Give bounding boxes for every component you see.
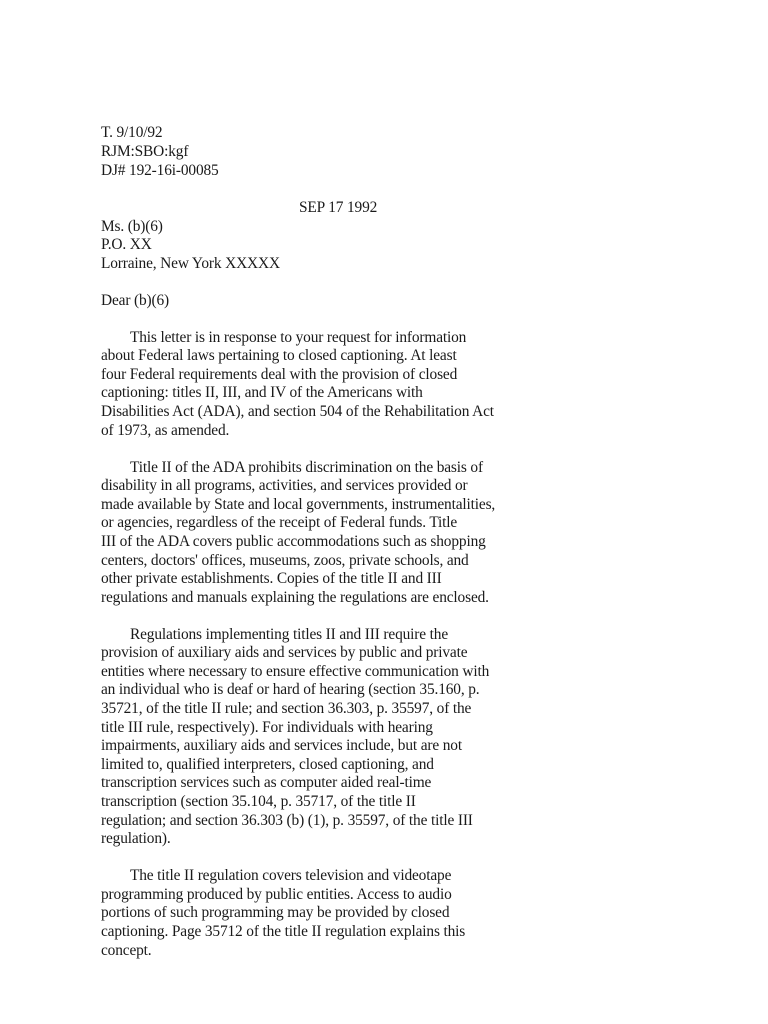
letter-date: SEP 17 1992 — [299, 199, 378, 216]
paragraph-3-line: transcription (section 35.104, p. 35717, of the title II — [101, 793, 416, 810]
file-number-line: DJ# 192-16i-00085 — [101, 162, 219, 179]
paragraph-2-line: III of the ADA covers public accommodations such as shopping — [101, 533, 486, 550]
initials-line: RJM:SBO:kgf — [101, 143, 189, 160]
paragraph-3-line: Regulations implementing titles II and III require the — [130, 626, 449, 643]
paragraph-2-line: Title II of the ADA prohibits discrimination on the basis of — [130, 459, 483, 476]
paragraph-3-line: an individual who is deaf or hard of hearing (section 35.160, p. — [101, 681, 480, 698]
paragraph-2-line: disability in all programs, activities, and services provided or — [101, 477, 468, 494]
paragraph-3-line: impairments, auxiliary aids and services include, but are not — [101, 737, 462, 754]
paragraph-2-line: regulations and manuals explaining the regulations are enclosed. — [101, 589, 489, 606]
paragraph-3-line: regulation; and section 36.303 (b) (1), p. 35597, of the title III — [101, 812, 473, 829]
paragraph-3-line: 35721, of the title II rule; and section 36.303, p. 35597, of the — [101, 700, 472, 717]
typist-line: T. 9/10/92 — [101, 124, 163, 141]
paragraph-4-line: captioning. Page 35712 of the title II regulation explains this — [101, 923, 466, 940]
paragraph-3-line: entities where necessary to ensure effective communication with — [101, 663, 490, 680]
paragraph-1-line: about Federal laws pertaining to closed captioning. At least — [101, 347, 457, 364]
paragraph-3-line: regulation). — [101, 830, 171, 847]
paragraph-2-line: other private establishments. Copies of the title II and III — [101, 570, 442, 587]
paragraph-4-line: portions of such programming may be provided by closed — [101, 904, 450, 921]
paragraph-4-line: concept. — [101, 942, 152, 959]
recipient-name: Ms. (b)(6) — [101, 218, 163, 235]
paragraph-3-line: provision of auxiliary aids and services by public and private — [101, 644, 468, 661]
paragraph-2-line: made available by State and local governments, instrumentalities, — [101, 496, 496, 513]
paragraph-3-line: title III rule, respectively). For individuals with hearing — [101, 719, 433, 736]
paragraph-3-line: limited to, qualified interpreters, closed captioning, and — [101, 756, 434, 773]
paragraph-1-line: Disabilities Act (ADA), and section 504 of the Rehabilitation Act — [101, 403, 494, 420]
recipient-address-line1: P.O. XX — [101, 236, 152, 253]
paragraph-1-line: four Federal requirements deal with the provision of closed — [101, 366, 458, 383]
paragraph-1-line: of 1973, as amended. — [101, 422, 230, 439]
paragraph-4-line: programming produced by public entities. Access to audio — [101, 886, 452, 903]
salutation: Dear (b)(6) — [101, 292, 169, 309]
paragraph-4-line: The title II regulation covers television and videotape — [130, 867, 452, 884]
paragraph-3-line: transcription services such as computer aided real-time — [101, 774, 432, 791]
paragraph-2-line: or agencies, regardless of the receipt of Federal funds. Title — [101, 514, 458, 531]
paragraph-1-line: captioning: titles II, III, and IV of the Americans with — [101, 384, 423, 401]
recipient-address-line2: Lorraine, New York XXXXX — [101, 255, 280, 272]
paragraph-2-line: centers, doctors' offices, museums, zoos, private schools, and — [101, 552, 469, 569]
paragraph-1-line: This letter is in response to your request for information — [130, 329, 467, 346]
